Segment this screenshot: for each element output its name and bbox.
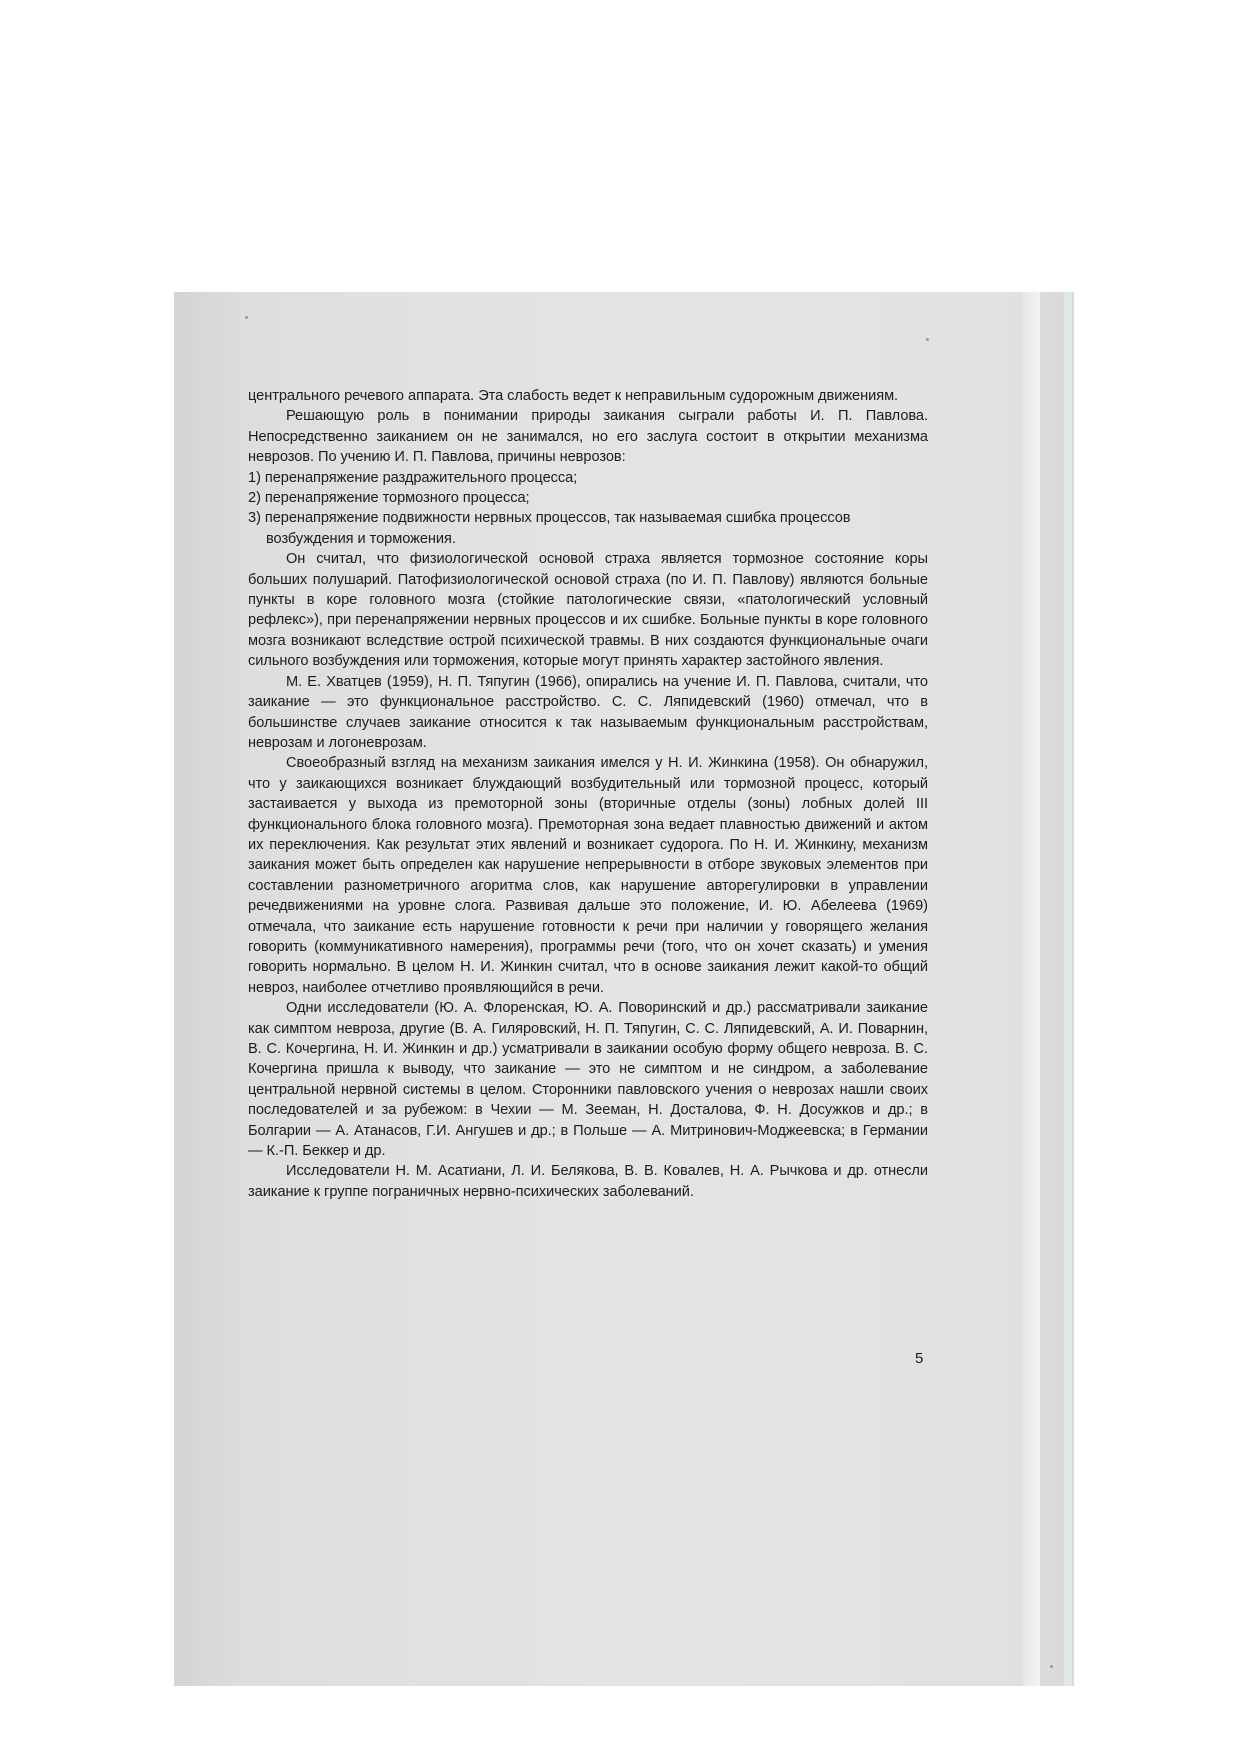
paragraph: центрального речевого аппарата. Эта слабость ведет к неправильным судорожным движениям. [248,388,899,404]
scan-speck [926,338,929,341]
page-edge-shadow [1022,292,1040,1686]
list-item: 2) перенапряжение тормозного процесса; [248,490,530,507]
paragraph: Исследователи Н. М. Асатиани, Л. И. Белякова, В. В. Ковалев, Н. А. Рычкова и др. отнесли заикание к группе пограничных нервно-психических заболеваний. [248,1163,928,1200]
body-text [248,386,928,1202]
page-edge-strip [1064,292,1072,1686]
scan-speck [245,316,248,319]
paragraph: Одни исследователи (Ю. А. Флоренская, Ю. А. Поворинский и др.) рассматривали заикание как симптом невроза, другие (В. А. Гиляровский, Н. П. Тяпугин, С. С. Ляпидевский, А. И. Поварнин, В. С. Кочергина, Н. И. Жинкин и др.) усматривали в заикании особую форму общего невроза. В. С. Кочергина пришла к выводу, что заикание — это не симптом и не синдром, а заболевание центральной нервной системы в целом. Сторонники павловского учения о неврозах нашли своих последователей и за рубежом: в Чехии — М. Зееман, Н. Досталова, Ф. Н. Досужков и др.; в Болгарии — А. Атанасов, Г.И. Ангушев и др.; в Польше — А. Митринович-Моджеевска; в Германии — К.-П. Беккер и др. [248,1000,928,1160]
scan-speck [1050,1665,1053,1668]
paragraph: М. Е. Хватцев (1959), Н. П. Тяпугин (1966), опирались на учение И. П. Павлова, считали, что заикание — это функциональное расстройство. С. С. Ляпидевский (1960) отмечал, что в большинстве случаев заикание относится к так называемым функциональным расстройствам, неврозам и логоневрозам. [248,673,928,751]
paragraph: Он считал, что физиологической основой страха является тормозное состояние коры больших полушарий. Патофизиологической основой страха (по И. П. Павлову) являются больные пункты в коре головного мозга (стойкие патологические связи, «патологический условный рефлекс»), при перенапряжении нервных процессов и их сшибке. Больные пункты в коре головного мозга возникают вследствие острой психической травмы. В них создаются функциональные очаги сильного возбуждения или торможения, которые могут принять характер застойного явления. [248,551,928,670]
paragraph: Своеобразный взгляд на механизм заикания имелся у Н. И. Жинкина (1958). Он обнаружил, что у заикающихся возникает блуждающий возбудительный или тормозной процесс, который застаивается у выхода из премоторной зоны (вторичные отделы (зоны) лобных долей III функционального блока головного мозга). Премоторная зона ведает плавностью движений и актом их переключения. Как результат этих явлений и возникает судорога. По Н. И. Жинкину, механизм заикания может быть определен как нарушение непрерывности в отборе звуковых элементов при составлении разнометричного агоритма слов, как нарушение авторегулировки в управлении речедвижениями на уровне слога. Развивая дальше это положение, И. Ю. Абелеева (1969) отмечала, что заикание есть нарушение готовности к речи при наличии у говорящего желания говорить (коммуникативного намерения), программы речи (того, что он хочет сказать) и умения говорить нормально. В целом Н. И. Жинкин считал, что в основе заикания лежит какой-то общий невроз, наиболее отчетливо проявляющийся в речи. [248,755,928,996]
list-item: 3) перенапряжение подвижности нервных процессов, так называемая сшибка процессов возбуждения и торможения. [248,510,851,547]
list-item: 1) перенапряжение раздражительного процесса; [248,469,578,486]
page-number: 5 [915,1350,924,1367]
paragraph: Решающую роль в понимании природы заикания сыграли работы И. П. Павлова. Непосредственно заиканием он не занимался, но его заслуга состоит в открытии механизма неврозов. По учению И. П. Павлова, причины неврозов: [248,408,928,466]
